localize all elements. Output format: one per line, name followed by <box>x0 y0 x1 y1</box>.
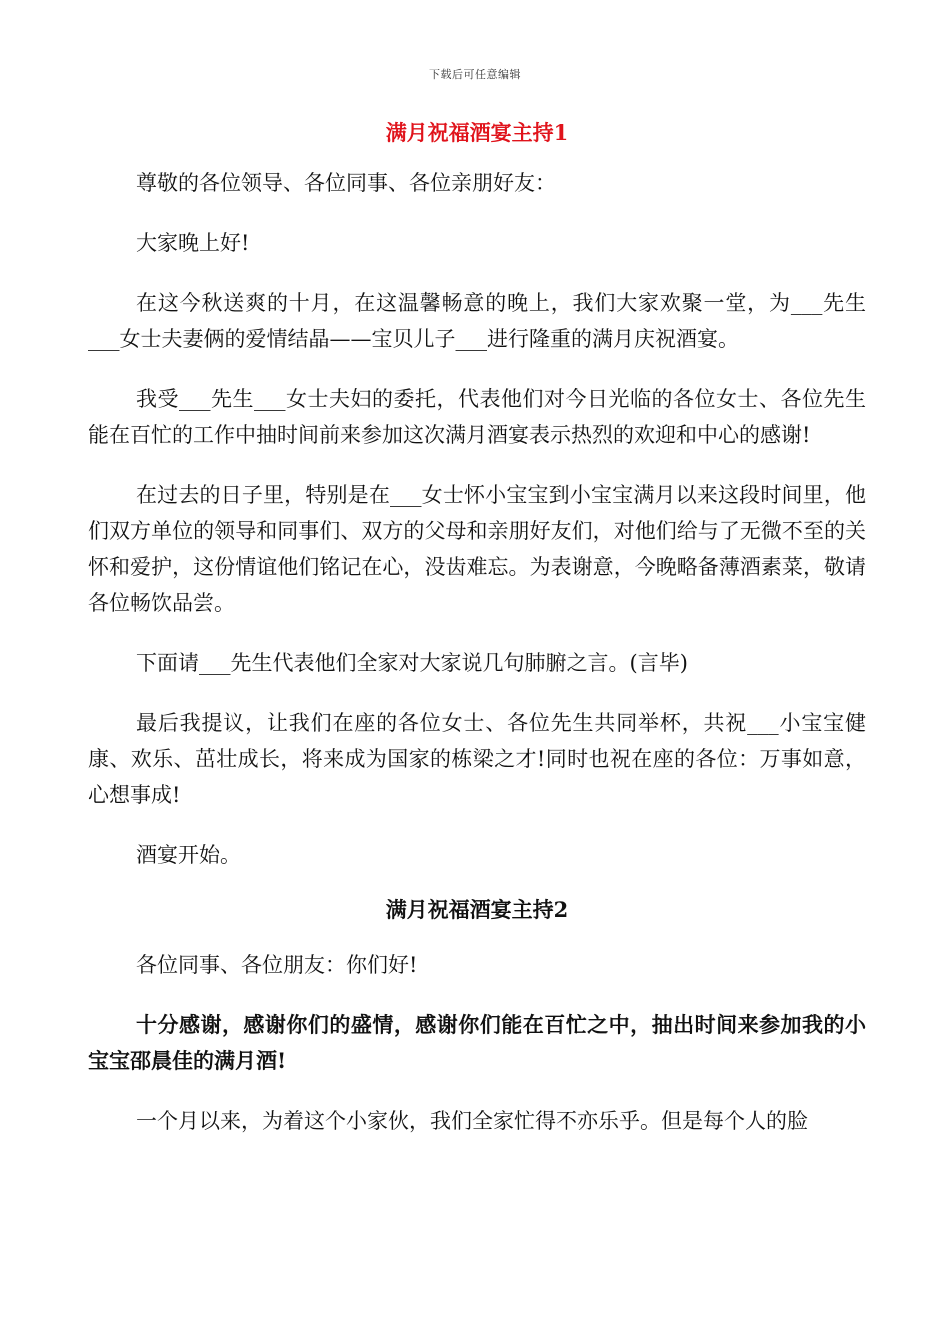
banquet-start-paragraph: 酒宴开始。 <box>136 843 241 867</box>
thanks-paragraph: 在过去的日子里，特别是在___女士怀小宝宝到小宝宝满月以来这段时间里，他们双方单位的领导和同事们、双方的父母和亲朋好友们，对他们给与了无微不至的关怀和爱护，这份情谊他们铭记在心，没齿难忘。为表谢意，今晚略备薄酒素菜，敬请各位畅饮品尝。 <box>88 483 866 615</box>
section-2-greeting-paragraph: 各位同事、各位朋友：你们好! <box>136 953 418 977</box>
greeting-paragraph: 尊敬的各位领导、各位同事、各位亲朋好友： <box>136 171 556 195</box>
section-2-title: 满月祝福酒宴主持2 <box>385 897 569 922</box>
toast-paragraph: 最后我提议，让我们在座的各位女士、各位先生共同举杯，共祝___小宝宝健康、欢乐、茁壮成长，将来成为国家的栋梁之才!同时也祝在座的各位：万事如意，心想事成! <box>88 711 866 807</box>
section-2-month-paragraph: 一个月以来，为着这个小家伙，我们全家忙得不亦乐乎。但是每个人的脸 <box>136 1109 808 1133</box>
gathering-paragraph: 在这今秋送爽的十月，在这温馨畅意的晚上，我们大家欢聚一堂，为___先生___女士夫妻俩的爱情结晶——宝贝儿子___进行隆重的满月庆祝酒宴。 <box>88 291 866 351</box>
section-1-title: 满月祝福酒宴主持1 <box>385 120 569 145</box>
document-body <box>88 118 866 1139</box>
speech-invite-paragraph: 下面请___先生代表他们全家对大家说几句肺腑之言。(言毕) <box>136 651 688 675</box>
welcome-paragraph: 我受___先生___女士夫妇的委托，代表他们对今日光临的各位女士、各位先生能在百忙的工作中抽时间前来参加这次满月酒宴表示热烈的欢迎和中心的感谢! <box>88 387 866 447</box>
section-2-thanks-paragraph: 十分感谢，感谢你们的盛情，感谢你们能在百忙之中，抽出时间来参加我的小宝宝邵晨佳的满月酒! <box>88 1012 866 1073</box>
good-evening-paragraph: 大家晚上好! <box>136 231 250 255</box>
header-note: 下载后可任意编辑 <box>429 68 521 81</box>
